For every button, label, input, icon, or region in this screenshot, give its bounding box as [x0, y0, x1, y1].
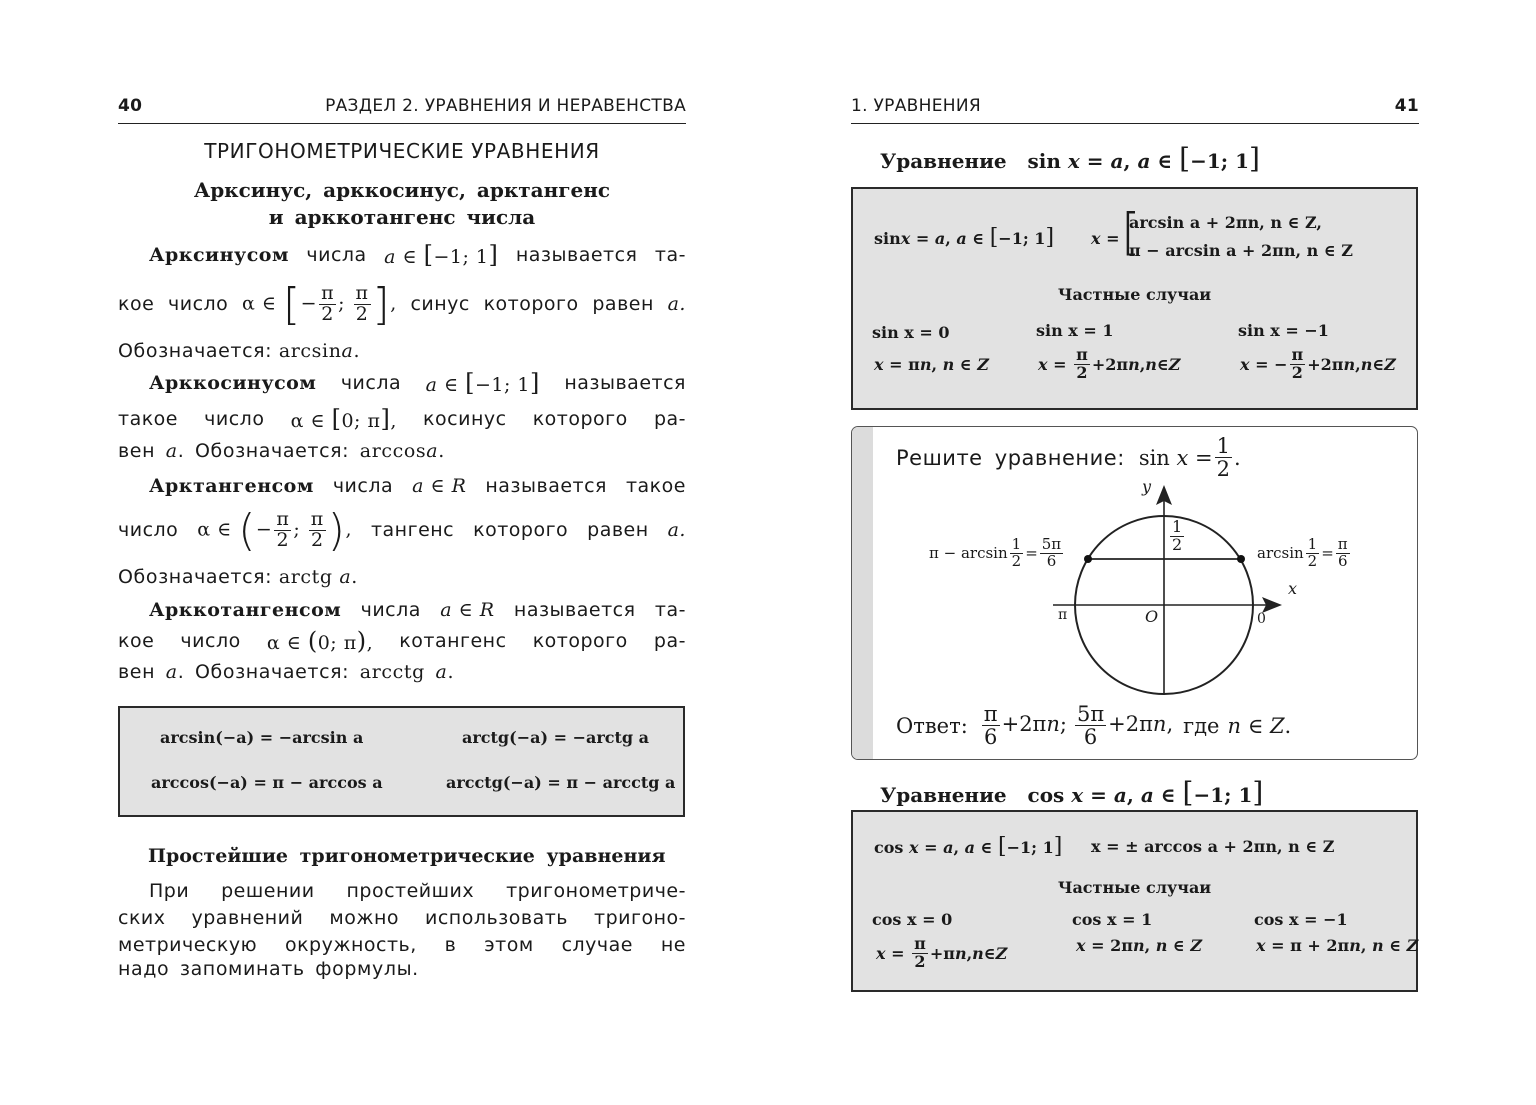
- arcctg-def-line3: вен a. Обозначается: arcctg a.: [118, 661, 455, 683]
- point-5pi-6: [1084, 555, 1092, 563]
- word: число: [168, 293, 229, 315]
- left-page: [118, 0, 686, 1105]
- cos-solution-0: x = $\frac{\pi}{2}$ +π n , n ∈ Z: [876, 934, 1008, 971]
- sin-solution-2: x = − $\frac{\pi}{2}$ +2π n , n ∈ Z: [1240, 345, 1396, 382]
- label-right-point: arcsin $\frac{1}{2}$ = $\frac{\pi}{6}$: [1257, 535, 1348, 570]
- simplest-title: Простейшие тригонометрические уравнения: [148, 845, 666, 867]
- header-rule: [851, 123, 1419, 124]
- word: синус: [410, 293, 470, 315]
- example-box: [851, 426, 1418, 760]
- word: кое: [118, 293, 155, 315]
- page-number: 40: [118, 96, 143, 116]
- cos-case-2: cos x = −1: [1254, 910, 1348, 929]
- arcctg-def-line2: кое число α ∈ (0; π), котангенс которого ра-: [118, 627, 686, 655]
- simplest-line4: надо запоминать формулы.: [118, 958, 419, 980]
- identity-arcsin: arcsin(−a) = −arcsin a: [160, 728, 364, 747]
- cos-eq-title: Уравнение cos x = a, a ∈ [−1; 1]: [880, 776, 1264, 809]
- term-arccos: Арккосинусом: [149, 372, 317, 394]
- word: называется: [515, 244, 638, 266]
- math-a-in-interval: a ∈ [−1; 1]: [384, 241, 499, 269]
- simplest-line3: метрическую окружность, в этом случае не: [118, 934, 686, 956]
- arccos-def-line1: Арккосинусом числа a ∈ [−1; 1] называется: [118, 368, 686, 398]
- arccos-def-line2: такое число α ∈ [0; π], косинус которого ра-: [118, 405, 686, 433]
- right-page: [851, 0, 1419, 1105]
- arccos-def-line3: вен a. Обозначается: arccosa.: [118, 440, 445, 462]
- sin-solution-1: x = $\frac{\pi}{2}$ +2π n , n ∈ Z: [1038, 345, 1181, 382]
- point-pi-6: [1237, 555, 1245, 563]
- subsection-title-line2: и арккотангенс числа: [268, 205, 536, 229]
- cos-solution: x = ± arccos a + 2πn, n ∈ Z: [1091, 837, 1335, 856]
- sin-special-title: Частные случаи: [1057, 285, 1212, 304]
- label-left-point: π − arcsin $\frac{1}{2}$ = $\frac{5\pi}{6}$: [929, 535, 1062, 570]
- simplest-line2: ских уравнений можно использовать тригоно-: [118, 907, 686, 929]
- math-alpha-interval: α ∈ [− $\frac{\pi}{2}$ ; $\frac{\pi}{2}$ ],: [242, 278, 397, 330]
- running-header: РАЗДЕЛ 2. УРАВНЕНИЯ И НЕРАВЕНСТВА: [325, 96, 686, 116]
- identity-arcctg: arcctg(−a) = π − arcctg a: [446, 773, 676, 792]
- sin-eq-title: Уравнение sin x = a, a ∈ [−1; 1]: [880, 142, 1260, 175]
- page-number: 41: [1394, 96, 1419, 116]
- cos-case-1: cos x = 1: [1072, 910, 1153, 929]
- cos-case-0: cos x = 0: [872, 910, 953, 929]
- simplest-line1: При решении простейших тригонометриче-: [149, 880, 686, 902]
- identities-box: [118, 706, 685, 817]
- sin-solution-line1: arcsin a + 2πn, n ∈ Z,: [1129, 213, 1322, 232]
- running-header: 1. УРАВНЕНИЯ: [851, 96, 981, 116]
- example-prompt: Решите уравнение: sin x = $\frac{1}{2}$ .: [896, 434, 1241, 482]
- cos-formulas-box: [851, 810, 1418, 992]
- example-answer: Ответ: $\frac{\pi}{6}$ +2πn; $\frac{5\pi}{6}$ +2πn, где n ∈ Z.: [896, 702, 1292, 750]
- sin-solution-line2: π − arcsin a + 2πn, n ∈ Z: [1129, 241, 1353, 260]
- word: числа: [306, 244, 367, 266]
- label-origin: O: [1145, 607, 1159, 626]
- sin-solution-0: x = πn, n ∈ Z: [874, 355, 989, 374]
- label-half: $\frac{1}{2}$: [1172, 517, 1183, 554]
- cos-main-condition: cos x = a, a ∈ [−1; 1]: [874, 834, 1063, 859]
- arctg-def-line2: число α ∈ (− $\frac{\pi}{2}$ ; $\frac{\pi}{2}$ ), тангенс которого равен a.: [118, 504, 686, 556]
- arcsin-def-line1: [118, 240, 686, 270]
- section-title: ТРИГОНОМЕТРИЧЕСКИЕ УРАВНЕНИЯ: [204, 139, 600, 163]
- identity-arccos: arccos(−a) = π − arccos a: [151, 773, 383, 792]
- arcsin-def-line2: кое число α ∈ [− $\frac{\pi}{2}$ ; $\frac{\pi}{2}$ ], синус которого равен a.: [118, 278, 686, 330]
- sin-case-1: sin x = 1: [1036, 321, 1114, 340]
- word: которого: [483, 293, 579, 315]
- term-arctg: Арктангенсом: [149, 475, 314, 497]
- arctg-def-line3: Обозначается: arctg a.: [118, 566, 358, 588]
- arctg-def-line1: Арктангенсом числа a ∈ R называется такое: [118, 471, 686, 501]
- subsection-title-line1: Арксинус, арккосинус, арктангенс: [193, 178, 611, 202]
- term-arcsin: Арксинусом: [149, 244, 289, 266]
- cos-special-title: Частные случаи: [1057, 878, 1212, 897]
- arcctg-def-line1: Арккотангенсом числа a ∈ R называется та-: [118, 595, 686, 625]
- label-y: y: [1142, 477, 1152, 496]
- cos-solution-1: x = 2πn, n ∈ Z: [1076, 936, 1203, 955]
- label-pi: π: [1058, 607, 1068, 623]
- label-zero: 0: [1257, 611, 1266, 627]
- identity-arctg: arctg(−a) = −arctg a: [462, 728, 650, 747]
- header-rule: [118, 123, 686, 124]
- sin-main-condition: sinx = a, a ∈ [−1; 1]: [874, 225, 1055, 250]
- term-arcctg: Арккотангенсом: [149, 599, 342, 621]
- label-x: x: [1288, 579, 1298, 598]
- word: равен: [592, 293, 654, 315]
- arcsin-def-line3: Обозначается: arcsina.: [118, 340, 361, 362]
- word: та-: [654, 244, 686, 266]
- cos-solution-2: x = π + 2πn, n ∈ Z: [1256, 936, 1419, 955]
- sin-formulas-box: sinx = a, a ∈ [−1; 1] x = [ arcsin a + 2πn, n ∈ Z, π − arcsin a + 2πn, n ∈ Z Частные случаи sin x = 0 sin x = 1 sin x = −1 x = πn, n ∈ Z x = $\frac{\pi}{2}$ +2π n , n ∈ Z x = − $\frac{\pi}{2}$ +2π n , n ∈ Z: [851, 187, 1418, 410]
- sin-case-0: sin x = 0: [872, 323, 950, 342]
- sin-case-2: sin x = −1: [1238, 321, 1329, 340]
